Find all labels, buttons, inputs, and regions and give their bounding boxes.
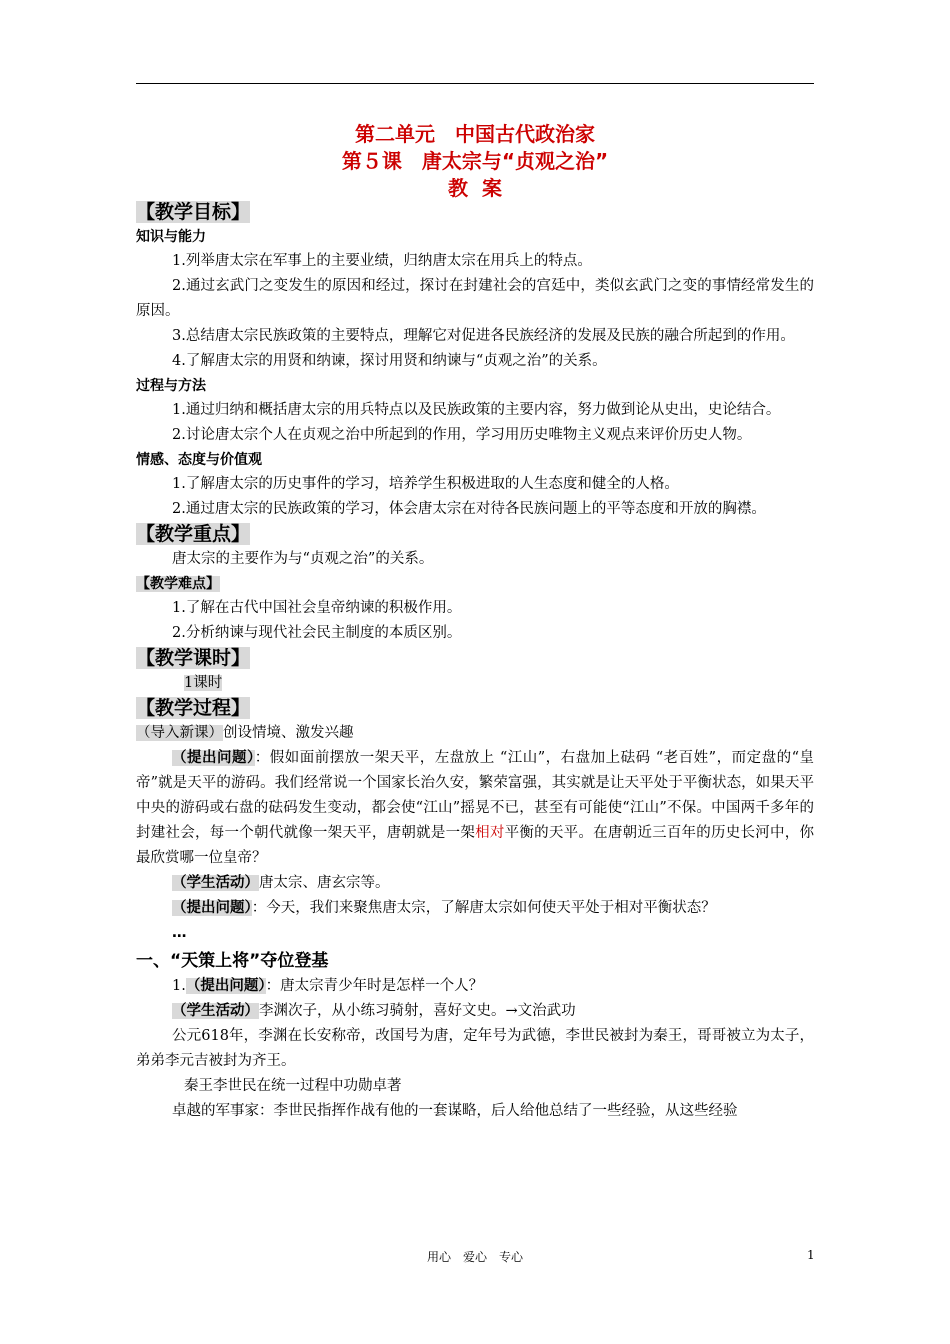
objectives-heading: 【教学目标】 [136,201,251,223]
key-points-heading: 【教学重点】 [136,523,251,545]
footer-motto: 用心 爱心 专心 [426,1250,523,1264]
highlight-word: 相对 [475,825,505,841]
difficult-item: 2.分析纳谏与现代社会民主制度的本质区别。 [172,625,462,641]
knowledge-item: 1.列举唐太宗在军事上的主要业绩，归纳唐太宗在用兵上的特点。 [172,253,592,269]
knowledge-item: 2.通过玄武门之变发生的原因和经过，探讨在封建社会的宫廷中，类似玄武门之变的事情经常发生的原因。 [136,278,814,319]
intro-line: （导入新课）创设情境、激发兴趣 [136,725,354,741]
doc-type-title: 教案 [448,176,516,200]
page-number: 1 [807,1248,815,1262]
lesson-title: 第５课 唐太宗与“贞观之治” [341,149,609,173]
document-body [136,200,814,1124]
student-activity: （学生活动）唐太宗、唐玄宗等。 [172,875,390,891]
key-points-text: 唐太宗的主要作为与“贞观之治”的关系。 [172,551,434,567]
attitude-item: 2.通过唐太宗的民族政策的学习，体会唐太宗在对待各民族问题上的平等态度和开放的胸襟。 [172,501,766,517]
document-title-block [136,121,814,202]
activity-tag: （学生活动） [172,875,259,891]
body-paragraph: 公元618年，李渊在长安称帝，改国号为唐，定年号为武德，李世民被封为秦王，哥哥被立为太子，弟弟李元吉被封为齐王。 [136,1028,814,1069]
question-paragraph: 1.（提出问题）：唐太宗青少年时是怎样一个人？ [172,978,484,994]
body-paragraph: 秦王李世民在统一过程中功勋卓著 [184,1078,402,1094]
difficult-points-heading: 【教学难点】 [136,576,220,592]
process-label: 过程与方法 [136,378,206,394]
knowledge-label: 知识与能力 [136,229,206,245]
knowledge-item: 4.了解唐太宗的用贤和纳谏，探讨用贤和纳谏与“贞观之治”的关系。 [172,353,607,369]
intro-tag: （导入新课） [136,725,223,741]
ellipsis: … [172,925,187,941]
question-paragraph: （提出问题）：今天，我们来聚焦唐太宗，了解唐太宗如何使天平处于相对平衡状态？ [172,900,716,916]
attitude-label: 情感、态度与价值观 [136,452,262,468]
process-item: 2.讨论唐太宗个人在贞观之治中所起到的作用，学习用历史唯物主义观点来评价历史人物。 [172,427,752,443]
class-hours-heading: 【教学课时】 [136,647,251,669]
unit-title: 第二单元 中国古代政治家 [355,122,595,146]
activity-tag: （学生活动） [172,1003,259,1019]
difficult-item: 1.了解在古代中国社会皇帝纳谏的积极作用。 [172,600,462,616]
body-paragraph: 卓越的军事家：李世民指挥作战有他的一套谋略，后人给他总结了一些经验，从这些经验 [172,1103,738,1119]
question-paragraph: （提出问题）：假如面前摆放一架天平，左盘放上 “江山”，右盘加上砝码 “老百姓”，而定盘的“皇帝”就是天平的游码。我们经常说一个国家长治久安，繁荣富强，其实就是让天平处于平衡状态，如果天平中央的游码或右盘的砝码发生变动，都会使“江山”摇晃不已，甚至有可能使“江山”不保。中国两千多年的封建社会，每一个朝代就像一架天平，唐朝就是一架相对平衡的天平。在唐朝近三百年的历史长河中，你最欣赏哪一位皇帝？ [136,750,815,866]
process-item: 1.通过归纳和概括唐太宗的用兵特点以及民族政策的主要内容，努力做到论从史出，史论结合。 [172,402,781,418]
knowledge-item: 3.总结唐太宗民族政策的主要特点，理解它对促进各民族经济的发展及民族的融合所起到的作用。 [172,328,795,344]
question-tag: （提出问题） [185,978,266,994]
attitude-item: 1.了解唐太宗的历史事件的学习，培养学生积极进取的人生态度和健全的人格。 [172,476,679,492]
question-tag: （提出问题） [172,900,252,916]
student-activity: （学生活动）李渊次子，从小练习骑射，喜好文史。→文治武功 [172,1003,576,1019]
header-rule [136,83,814,84]
class-hours-text: 1课时 [184,675,223,691]
question-tag: （提出问题） [172,750,255,766]
teaching-process-heading: 【教学过程】 [136,697,251,719]
part-one-title: 一、“天策上将”夺位登基 [136,951,329,971]
